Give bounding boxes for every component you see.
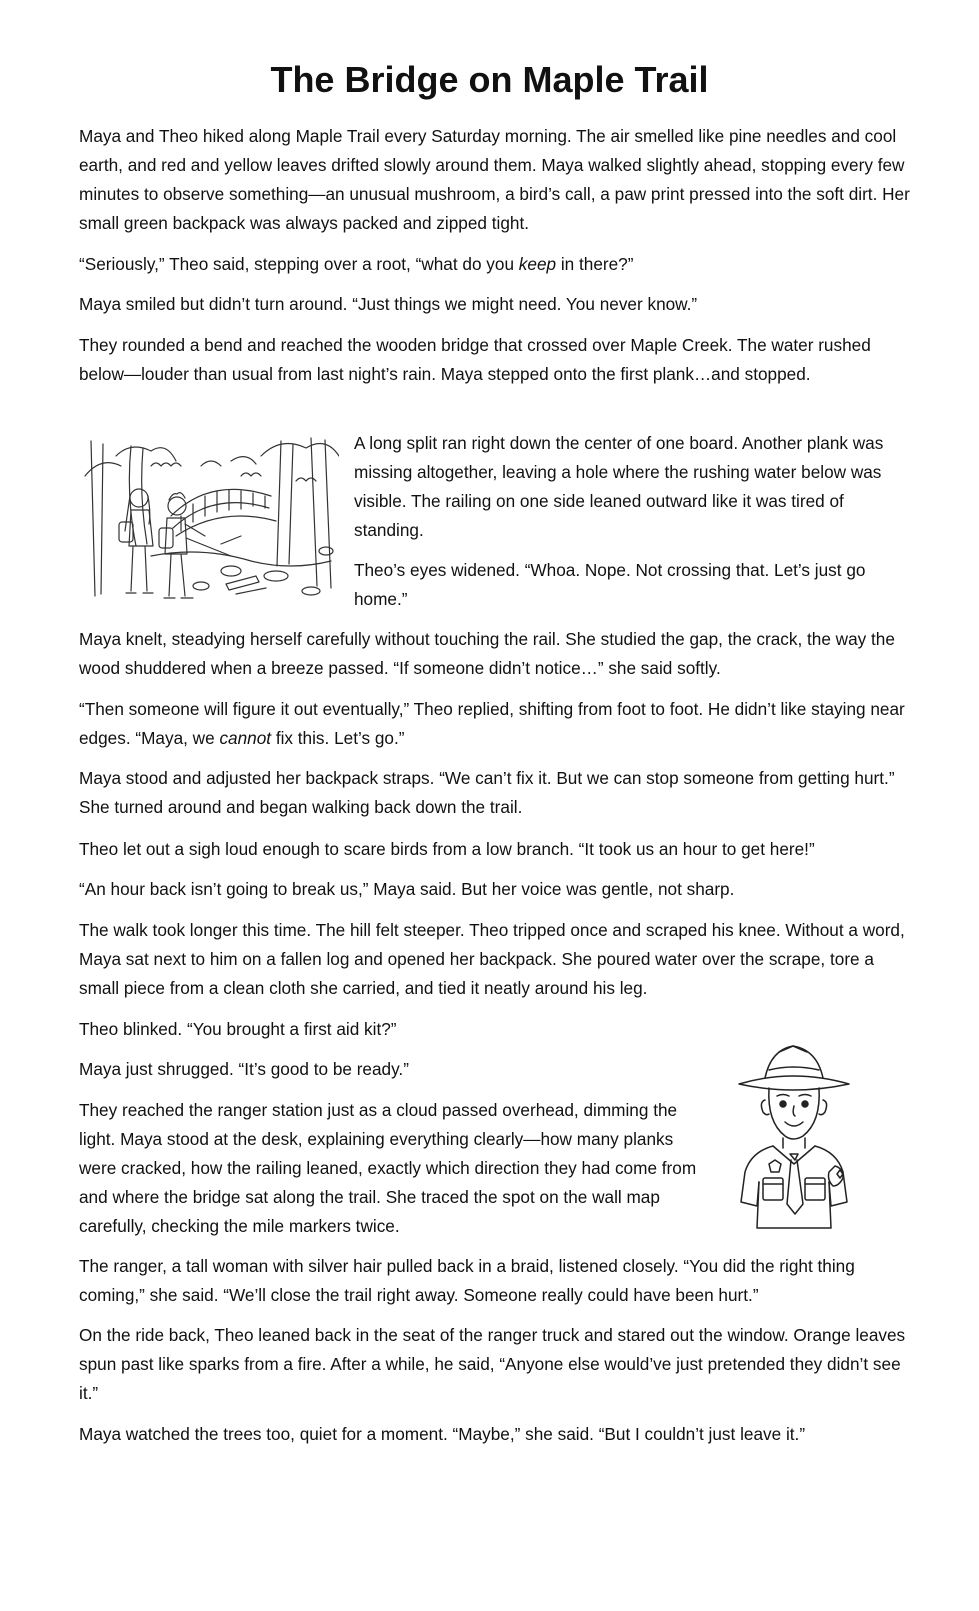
paragraph-4: They rounded a bend and reached the wooden bridge that crossed over Maple Creek. The water rushed below—louder than usual from last night’s rain. Maya stepped onto the first plank…and stopped. [79, 335, 871, 384]
paragraph-13: Theo blinked. “You brought a first aid kit?” [79, 1019, 397, 1039]
paragraph-2-end: in there?” [556, 254, 634, 274]
paragraph-9: Maya stood and adjusted her backpack straps. “We can’t fix it. But we can stop someone from getting hurt.” She turned around and began walking back down the trail. [79, 768, 895, 817]
paragraph-12: The walk took longer this time. The hill felt steeper. Theo tripped once and scraped his knee. Without a word, Maya sat next to him on a fallen log and opened her backpack. She poured water over the scrape, tore a small piece from a clean cloth she carried, and tied it neatly around his leg. [79, 920, 905, 998]
paragraph-15: They reached the ranger station just as a cloud passed overhead, dimming the light. Maya stood at the desk, explaining everything clearly—how many planks were cracked, how the railing leaned, exactly which direction they had come from and where the bridge sat along the trail. She traced the spot on the wall map carefully, checking the mile markers twice. [79, 1100, 697, 1236]
paragraph-2-start: “Seriously,” Theo said, stepping over a root, “what do you [79, 254, 519, 274]
story-title: The Bridge on Maple Trail [270, 59, 709, 100]
paragraph-8-end: fix this. Let’s go.” [271, 728, 405, 748]
paragraph-1: Maya and Theo hiked along Maple Trail every Saturday morning. The air smelled like pine needles and cool earth, and red and yellow leaves drifted slowly around them. Maya walked slightly ahead, stopping every few minutes to observe something—an unusual mushroom, a bird’s call, a paw print pressed into the soft dirt. Her small green backpack was always packed and zipped tight. [79, 126, 910, 233]
paragraph-2-emphasis: keep [518, 254, 557, 274]
paragraph-14: Maya just shrugged. “It’s good to be ready.” [79, 1059, 409, 1079]
paragraph-16: The ranger, a tall woman with silver hair pulled back in a braid, listened closely. “You did the right thing coming,” she said. “We’ll close the trail right away. Someone really could have been hurt.” [79, 1256, 855, 1305]
paragraph-18: Maya watched the trees too, quiet for a moment. “Maybe,” she said. “But I couldn’t just leave it.” [79, 1424, 806, 1444]
paragraph-8-emphasis: cannot [219, 728, 272, 748]
paragraph-8 [79, 695, 913, 753]
paragraph-11: “An hour back isn’t going to break us,” Maya said. But her voice was gentle, not sharp. [79, 879, 735, 899]
paragraph-10: Theo let out a sigh loud enough to scare birds from a low branch. “It took us an hour to get here!” [79, 839, 815, 859]
paragraph-17: On the ride back, Theo leaned back in the seat of the ranger truck and stared out the window. Orange leaves spun past like sparks from a fire. After a while, he said, “Anyone else would’ve just pretended they didn’t see it.” [79, 1325, 906, 1403]
children-at-broken-bridge-illustration [81, 436, 339, 606]
paragraph-2 [79, 250, 913, 279]
paragraph-6: Theo’s eyes widened. “Whoa. Nope. Not crossing that. Let’s just go home.” [354, 560, 866, 609]
paragraph-8-start: “Then someone will figure it out eventually,” Theo replied, shifting from foot to foot. He didn’t like staying near edges. “Maya, we [79, 699, 905, 748]
paragraph-7: Maya knelt, steadying herself carefully without touching the rail. She studied the gap, the crack, the way the wood shuddered when a breeze passed. “If someone didn’t notice…” she said softly. [79, 629, 895, 678]
park-ranger-illustration [735, 1042, 853, 1230]
paragraph-5: A long split ran right down the center of one board. Another plank was missing altogether, leaving a hole where the rushing water below was visible. The railing on one side leaned outward like it was tired of standing. [354, 433, 884, 540]
paragraph-3: Maya smiled but didn’t turn around. “Just things we might need. You never know.” [79, 294, 698, 314]
